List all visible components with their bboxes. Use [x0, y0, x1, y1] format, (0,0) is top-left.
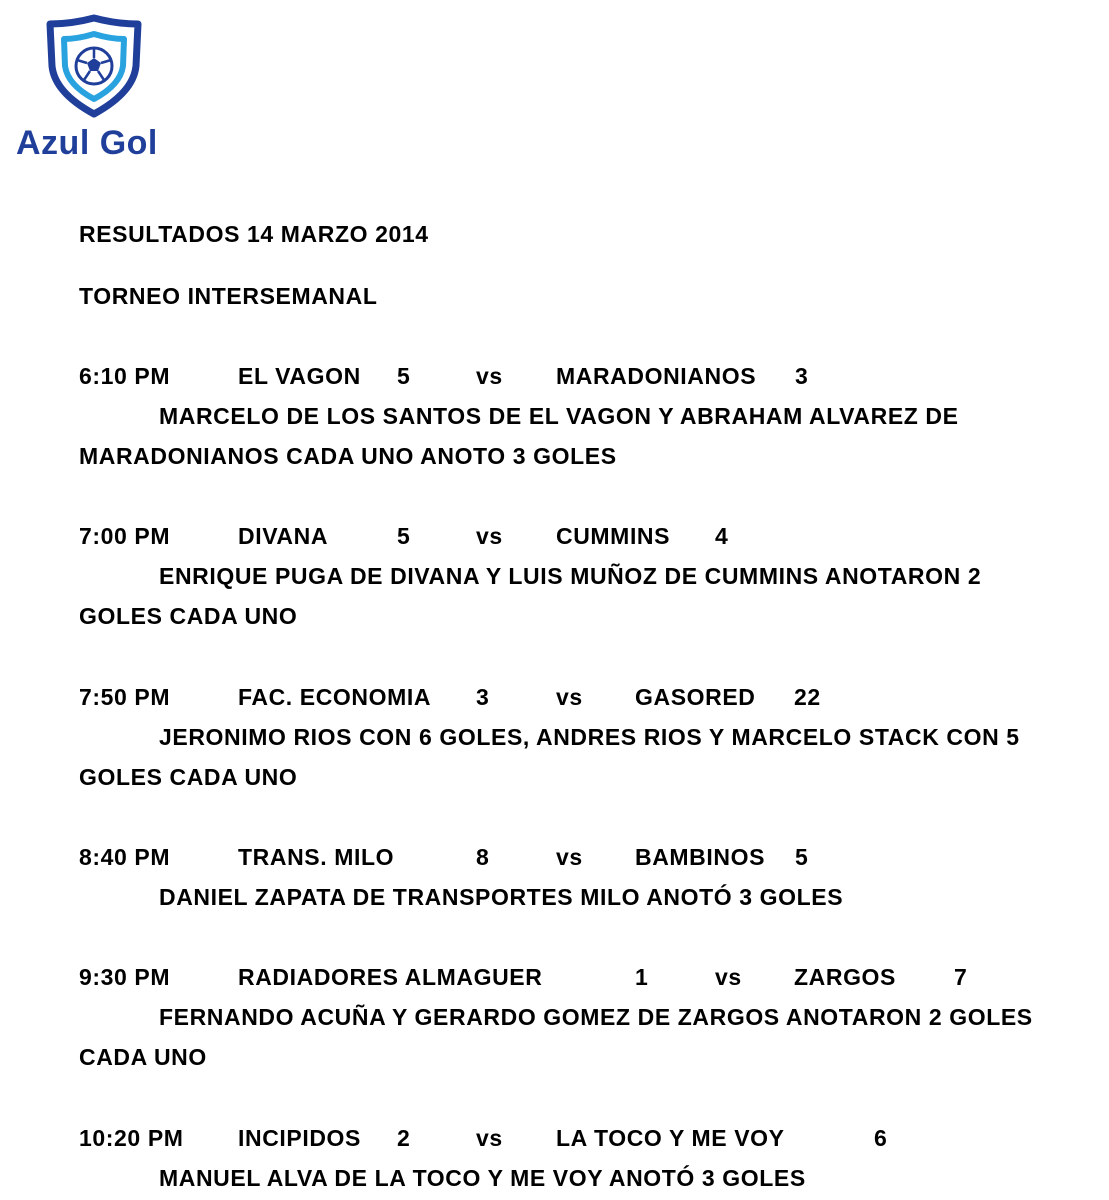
away-team: GASORED — [635, 684, 756, 710]
match-line — [79, 516, 1069, 556]
match-5 — [79, 957, 1069, 1077]
soccer-ball-shield-icon — [44, 14, 144, 119]
match-note: MANUEL ALVA DE LA TOCO Y ME VOY ANOTÓ 3 GOLES — [159, 1165, 806, 1191]
away-team: LA TOCO Y ME VOY — [556, 1125, 785, 1151]
match-time: 10:20 PM — [79, 1125, 184, 1151]
match-time: 7:00 PM — [79, 523, 171, 549]
away-team: CUMMINS — [556, 523, 671, 549]
brand-logo — [14, 14, 174, 164]
vs-label: vs — [715, 964, 742, 990]
home-team: RADIADORES ALMAGUER — [238, 964, 543, 990]
match-1 — [79, 356, 1069, 476]
brand-name: Azul Gol — [16, 124, 158, 162]
away-team: ZARGOS — [794, 964, 896, 990]
away-score: 5 — [795, 844, 809, 870]
match-line — [79, 356, 1069, 396]
vs-label: vs — [556, 684, 583, 710]
match-note: JERONIMO RIOS CON 6 GOLES, ANDRES RIOS Y MARCELO STACK CON 5 GOLES CADA UNO — [79, 724, 1020, 790]
match-time: 6:10 PM — [79, 363, 171, 389]
away-score: 7 — [954, 964, 968, 990]
vs-label: vs — [556, 844, 583, 870]
match-2 — [79, 516, 1069, 636]
home-score: 5 — [397, 523, 411, 549]
vs-label: vs — [476, 1125, 503, 1151]
match-note: DANIEL ZAPATA DE TRANSPORTES MILO ANOTÓ 3 GOLES — [159, 884, 844, 910]
match-note: ENRIQUE PUGA DE DIVANA Y LUIS MUÑOZ DE CUMMINS ANOTARON 2 GOLES CADA UNO — [79, 563, 982, 629]
match-line — [79, 1118, 1069, 1158]
home-team: FAC. ECONOMIA — [238, 684, 432, 710]
away-team: MARADONIANOS — [556, 363, 757, 389]
match-6 — [79, 1118, 1069, 1198]
home-score: 3 — [476, 684, 490, 710]
home-score: 5 — [397, 363, 411, 389]
match-note: FERNANDO ACUÑA Y GERARDO GOMEZ DE ZARGOS ANOTARON 2 GOLES CADA UNO — [79, 1004, 1033, 1070]
home-team: EL VAGON — [238, 363, 361, 389]
vs-label: vs — [476, 363, 503, 389]
match-time: 9:30 PM — [79, 964, 171, 990]
home-score: 1 — [635, 964, 649, 990]
away-team: BAMBINOS — [635, 844, 766, 870]
away-score: 22 — [794, 684, 821, 710]
match-line — [79, 957, 1069, 997]
match-note: MARCELO DE LOS SANTOS DE EL VAGON Y ABRAHAM ALVAREZ DE MARADONIANOS CADA UNO ANOTO 3 GOLES — [79, 403, 959, 469]
away-score: 4 — [715, 523, 729, 549]
match-line — [79, 677, 1069, 717]
away-score: 3 — [795, 363, 809, 389]
match-time: 8:40 PM — [79, 844, 171, 870]
home-score: 2 — [397, 1125, 411, 1151]
home-score: 8 — [476, 844, 490, 870]
away-score: 6 — [874, 1125, 888, 1151]
page-title: RESULTADOS 14 MARZO 2014 — [79, 221, 429, 247]
match-line — [79, 837, 1069, 877]
home-team: DIVANA — [238, 523, 329, 549]
match-3 — [79, 677, 1069, 797]
tournament-name: TORNEO INTERSEMANAL — [79, 283, 378, 309]
match-4 — [79, 837, 1069, 917]
vs-label: vs — [476, 523, 503, 549]
match-time: 7:50 PM — [79, 684, 171, 710]
home-team: TRANS. MILO — [238, 844, 395, 870]
home-team: INCIPIDOS — [238, 1125, 361, 1151]
